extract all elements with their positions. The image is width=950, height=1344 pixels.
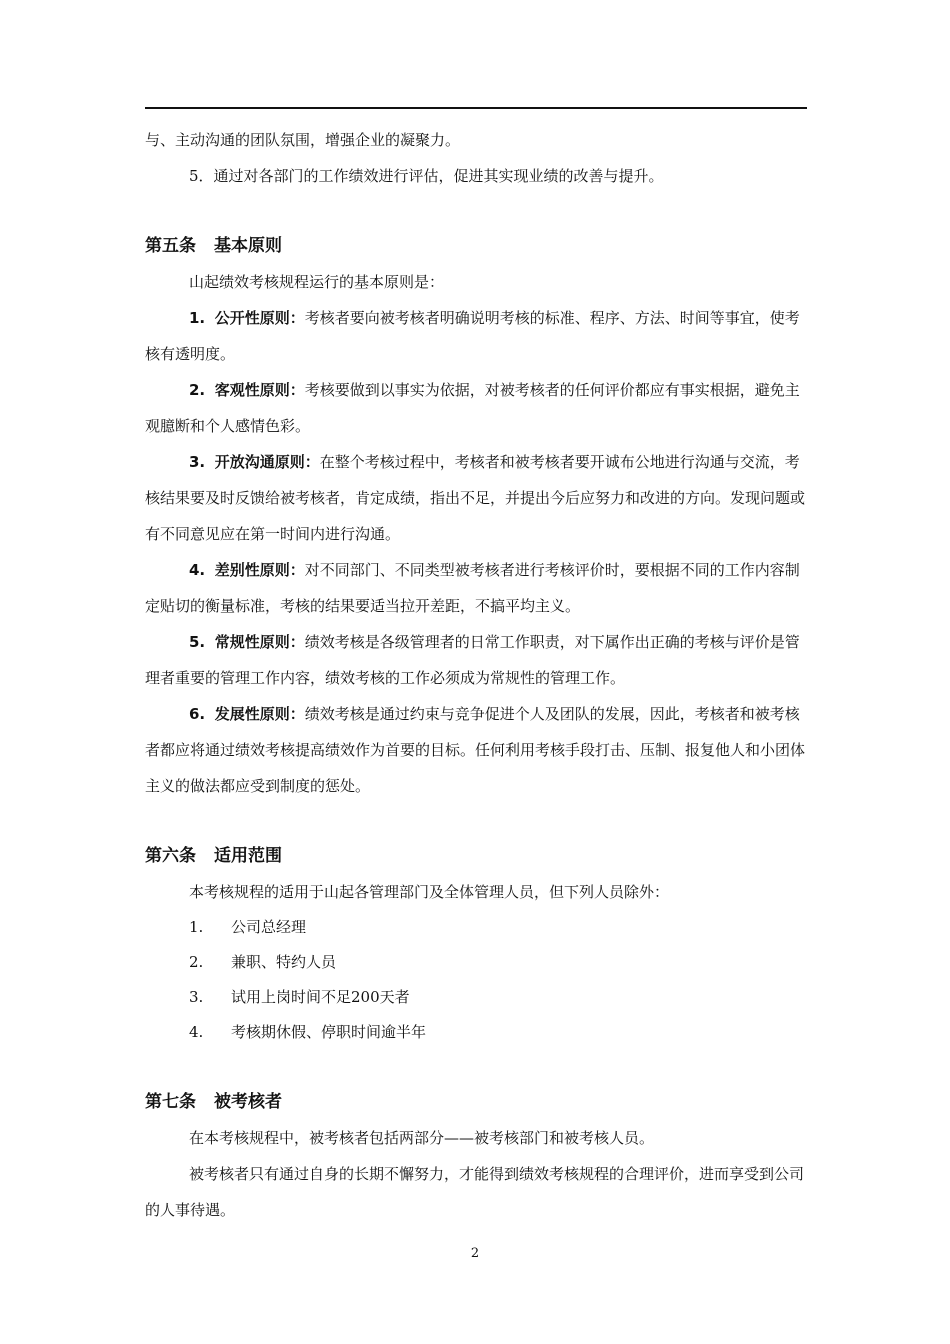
section-7-paragraph-1: 在本考核规程中，被考核者包括两部分——被考核部门和被考核人员。 (189, 1129, 655, 1147)
exclusion-item (145, 910, 807, 945)
section-6-title: 适用范围 (214, 846, 282, 866)
intro-line-1: 与、主动沟通的团队氛围，增强企业的凝聚力。 (145, 131, 461, 149)
principle-text: 考核者要向被考核者明确说明考核的标准、程序、方法、时间等事宜，使考核有透明度。 (145, 309, 800, 363)
section-7-paragraph-2: 被考核者只有通过自身的长期不懈努力，才能得到绩效考核规程的合理评价，进而享受到公司的人事待遇。 (145, 1165, 805, 1219)
exclusion-number: 1. (189, 918, 204, 936)
principle-text: 绩效考核是通过约束与竞争促进个人及团队的发展，因此，考核者和被考核者都应将通过绩效考核提高绩效作为首要的目标。任何利用考核手段打击、压制、报复他人和小团体主义的做法都应受到制度的惩处。 (145, 705, 806, 795)
principle-number: 4. (189, 561, 206, 579)
section-6-number: 第六条 (145, 846, 196, 866)
section-6-heading (145, 838, 807, 874)
principle-number: 6. (189, 705, 206, 723)
principle-term: 发展性原则： (214, 705, 305, 723)
exclusion-item (145, 945, 807, 980)
exclusion-number: 4. (189, 1023, 204, 1041)
header-rule (145, 107, 807, 109)
principle-text: 在整个考核过程中，考核者和被考核者要开诚布公地进行沟通与交流，考核结果要及时反馈给被考核者，肯定成绩，指出不足，并提出今后应努力和改进的方向。发现问题或有不同意见应在第一时间内进行沟通。 (145, 453, 806, 543)
exclusion-text: 试用上岗时间不足200天者 (231, 988, 410, 1006)
principle-term: 常规性原则： (214, 633, 305, 651)
section-7-title: 被考核者 (214, 1092, 282, 1112)
principle-number: 2. (189, 381, 206, 399)
exclusion-number: 2. (189, 953, 204, 971)
principle-number: 1. (189, 309, 206, 327)
principle-term: 客观性原则： (214, 381, 305, 399)
section-5-lead: 山起绩效考核规程运行的基本原则是： (189, 273, 445, 291)
exclusion-text: 考核期休假、停职时间逾半年 (231, 1023, 427, 1041)
section-5-heading (145, 228, 807, 264)
section-7-heading (145, 1084, 807, 1120)
exclusion-text: 兼职、特约人员 (231, 953, 337, 971)
principle-3 (145, 444, 807, 552)
principle-5 (145, 624, 807, 696)
principle-term: 公开性原则： (214, 309, 305, 327)
page-content (145, 122, 807, 1228)
section-6-lead: 本考核规程的适用于山起各管理部门及全体管理人员，但下列人员除外： (189, 883, 670, 901)
exclusion-text: 公司总经理 (231, 918, 307, 936)
principle-number: 3. (189, 453, 206, 471)
section-5-title: 基本原则 (214, 236, 282, 256)
exclusion-number: 3. (189, 988, 204, 1006)
section-7-number: 第七条 (145, 1092, 196, 1112)
exclusion-item (145, 1015, 807, 1050)
principle-term: 开放沟通原则： (214, 453, 320, 471)
page-number: 2 (470, 1246, 480, 1261)
principle-4 (145, 552, 807, 624)
section-5-number: 第五条 (145, 236, 196, 256)
principle-term: 差别性原则： (214, 561, 305, 579)
principle-text: 绩效考核是各级管理者的日常工作职责，对下属作出正确的考核与评价是管理者重要的管理工作内容，绩效考核的工作必须成为常规性的管理工作。 (145, 633, 800, 687)
principle-number: 5. (189, 633, 206, 651)
principle-text: 考核要做到以事实为依据，对被考核者的任何评价都应有事实根据，避免主观臆断和个人感情色彩。 (145, 381, 800, 435)
exclusion-item (145, 980, 807, 1015)
principle-6 (145, 696, 807, 804)
principle-text: 对不同部门、不同类型被考核者进行考核评价时，要根据不同的工作内容制定贴切的衡量标准，考核的结果要适当拉开差距，不搞平均主义。 (145, 561, 800, 615)
principle-2 (145, 372, 807, 444)
intro-line-2: 5．通过对各部门的工作绩效进行评估，促进其实现业绩的改善与提升。 (189, 167, 664, 185)
principle-1 (145, 300, 807, 372)
